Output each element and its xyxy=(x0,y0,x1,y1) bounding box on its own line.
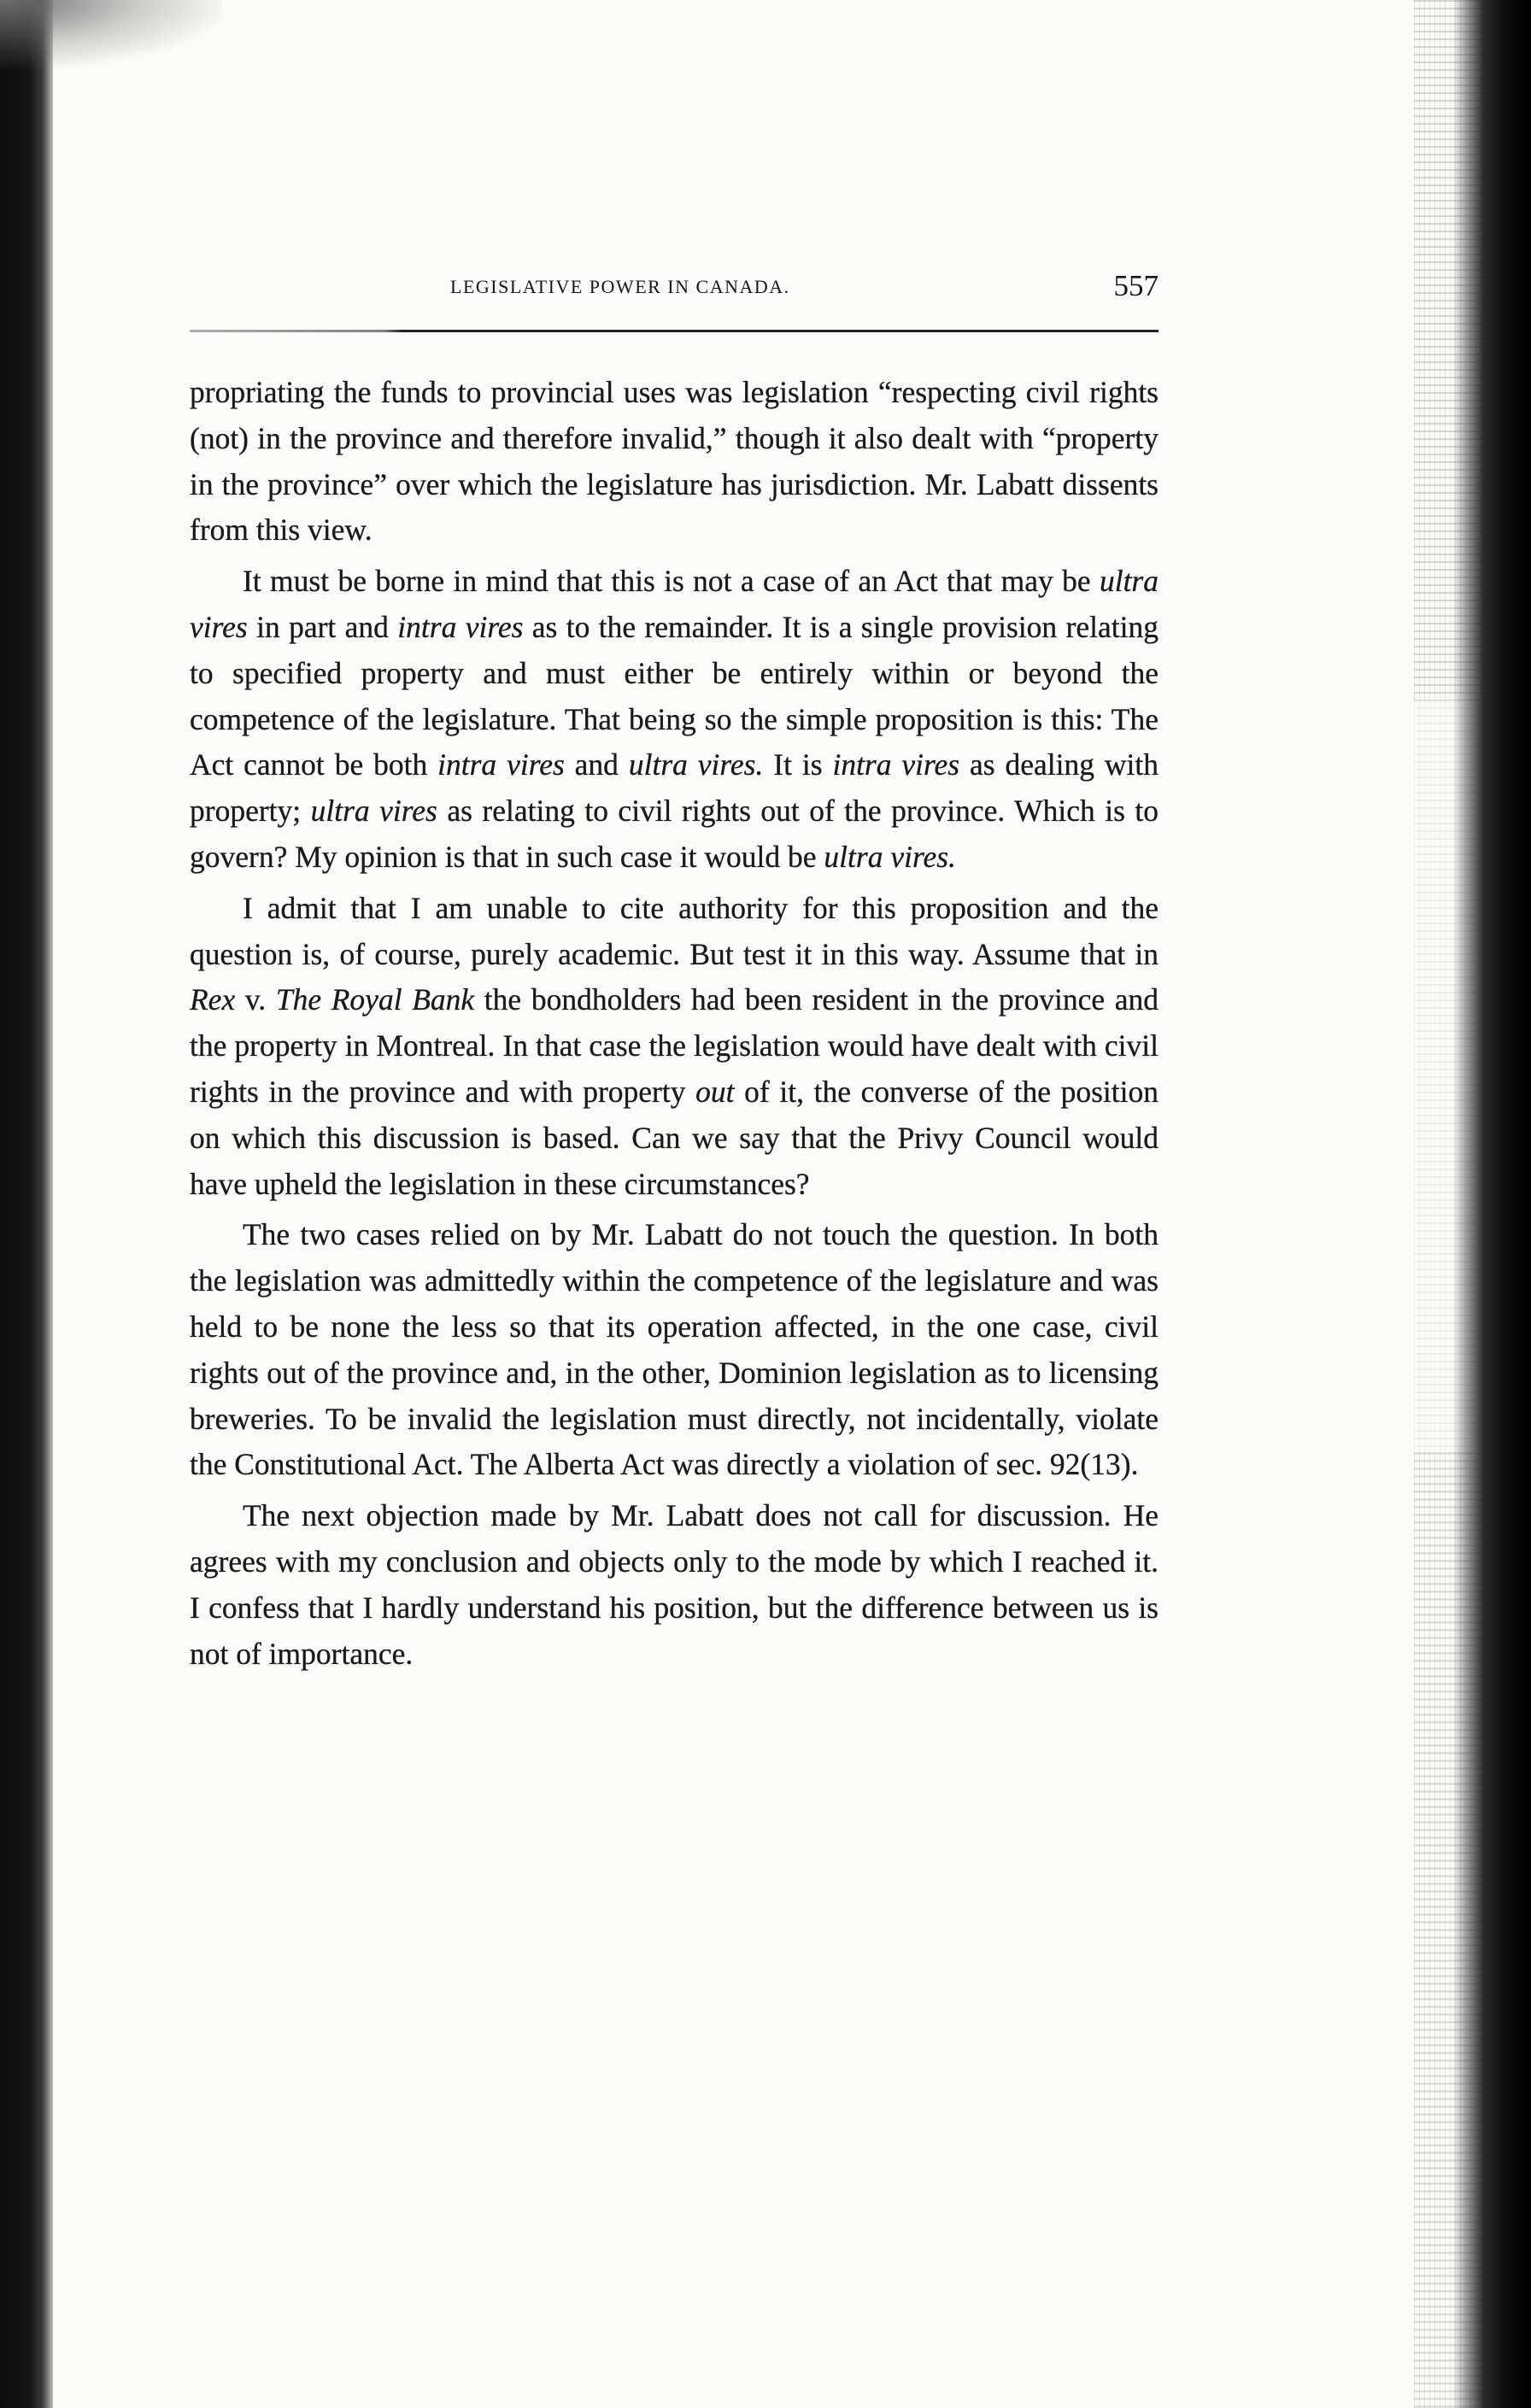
italic-text: out xyxy=(695,1074,735,1109)
page-header xyxy=(190,269,1159,320)
italic-text: intra vires xyxy=(397,609,524,644)
text-run: The next objection made by Mr. Labatt does not call for discussion. He agrees with my conclusion and objects only to the mode by which I reached it. I confess that I hardly understand his position, but the difference between us is not of importance. xyxy=(190,1498,1159,1671)
italic-text: ultra vires xyxy=(190,564,1159,644)
running-head: LEGISLATIVE POWER IN CANADA. xyxy=(450,276,790,297)
italic-text: Rex xyxy=(190,982,236,1017)
paragraph xyxy=(190,1212,1159,1488)
text-run: as relating to civil rights out of the province. Which is to govern? My opinion is that in such case it would be xyxy=(190,794,1159,874)
text-run: v. xyxy=(235,982,276,1017)
header-rule xyxy=(190,330,1159,332)
italic-text: ultra vires. xyxy=(824,839,956,874)
text-run: and xyxy=(564,747,629,782)
text-run: the bondholders had been resident in the province and the property in Montreal. In that case the legislation would have dealt with civil rights in the province and with property xyxy=(190,982,1159,1109)
text-run: The two cases relied on by Mr. Labatt do not touch the question. In both the legislation was admittedly within the competence of the legislature and was held to be none the less so that its operation affected, in the one case, civil rights out of the province and, in the other, Dominion legislation as to licensing breweries. To be invalid the legislation must directly, not incidentally, violate the Constitutional Act. The Alberta Act was directly a violation of sec. 92(13). xyxy=(190,1217,1159,1482)
paragraph xyxy=(190,370,1159,554)
text-run: It must be borne in mind that this is not a case of an Act that may be xyxy=(243,564,1100,599)
corner-shadow xyxy=(0,0,222,68)
italic-text: ultra vires xyxy=(310,794,437,829)
binding-shadow-right xyxy=(1452,0,1531,2408)
italic-text: ultra vires. xyxy=(628,747,764,782)
body-text xyxy=(190,370,1159,1682)
text-run: propriating the funds to provincial uses was legislation “respecting civil rights (not) in the province and therefore invalid,” though it also dealt with “property in the province” over which the legislature has jurisdiction. Mr. Labatt dissents from this view. xyxy=(190,375,1159,548)
text-run: as to the remainder. It is a single provision relating to specified property and must either be entirely within or beyond the competence of the legislature. That being so the simple proposition is this: The Act cannot be both xyxy=(190,609,1159,782)
italic-text: intra vires xyxy=(832,747,960,782)
text-run: in part and xyxy=(247,609,398,644)
text-run: It is xyxy=(763,747,833,782)
italic-text: intra vires xyxy=(437,747,565,782)
page-number: 557 xyxy=(1113,269,1159,302)
italic-text: The Royal Bank xyxy=(275,982,475,1017)
paragraph xyxy=(190,1493,1159,1677)
text-run: as dealing with property; xyxy=(190,747,1159,829)
text-run: I admit that I am unable to cite authority for this proposition and the question is, of course, purely academic. But test it in this way. Assume that in xyxy=(190,890,1159,971)
paragraph xyxy=(190,559,1159,881)
binding-shadow-left xyxy=(0,0,53,2408)
paragraph xyxy=(190,886,1159,1208)
text-run: of it, the converse of the position on which this discussion is based. Can we say that the Privy Council would have upheld the legislation in these circumstances? xyxy=(190,1074,1159,1201)
